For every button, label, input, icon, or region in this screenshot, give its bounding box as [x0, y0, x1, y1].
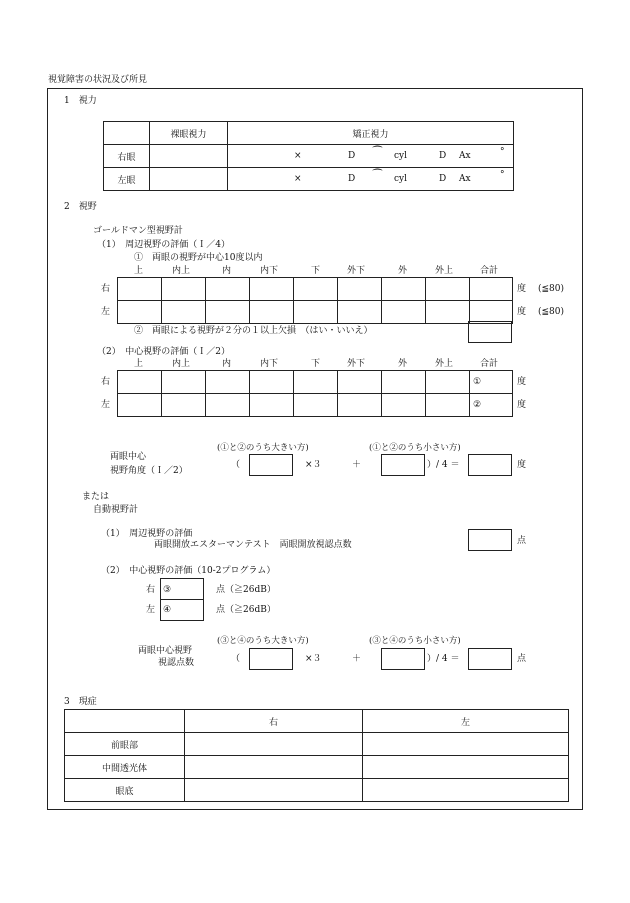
deg-unit: 度 — [517, 377, 527, 387]
peripheral-row-left — [118, 301, 513, 324]
row-label-right: 右 — [146, 585, 156, 595]
cell[interactable] — [206, 394, 250, 417]
binocular-central-field-label: 両眼中心視野 — [138, 646, 193, 656]
total-cell-2[interactable]: ② — [470, 394, 513, 417]
deg-unit: 度 — [517, 400, 527, 410]
row-label-left: 左 — [101, 307, 111, 317]
times-3: ×３ — [305, 460, 322, 470]
half-loss-box[interactable] — [468, 321, 512, 343]
binocular-central-label: 両眼中心 — [110, 452, 147, 462]
min-12-label: (①と②のうち小さい方) — [369, 443, 461, 453]
cell[interactable] — [294, 371, 338, 394]
min-34-label: (③と④のうち小さい方) — [369, 636, 461, 646]
open-paren: （ — [231, 460, 241, 470]
acuity-header-row — [104, 122, 514, 145]
angle-result-box[interactable] — [468, 454, 512, 476]
cell[interactable] — [162, 394, 206, 417]
le80-note: (≦80) — [538, 284, 565, 294]
cell[interactable] — [162, 371, 206, 394]
central-eval-title: （2） 中心視野の評価（Ｉ／2） — [97, 347, 230, 357]
dir-header-1: 内上 — [172, 359, 191, 369]
pt-unit: 点 — [517, 536, 527, 546]
max-12-box[interactable] — [249, 454, 293, 476]
cell[interactable] — [426, 301, 470, 324]
acuity-row-label: 右眼 — [104, 145, 150, 168]
cell[interactable] — [426, 371, 470, 394]
cell[interactable] — [338, 371, 382, 394]
max-12-label: (①と②のうち大きい方) — [217, 443, 309, 453]
ge26-note: 点（≧26dB） — [216, 585, 276, 595]
findings-table — [64, 709, 569, 802]
form-frame — [47, 88, 583, 810]
cell[interactable] — [382, 301, 426, 324]
dir-header-3: 内下 — [260, 266, 279, 276]
cell[interactable] — [250, 278, 294, 301]
dir-header-7: 外上 — [435, 359, 454, 369]
findings-right-header: 右 — [185, 710, 363, 733]
divide-4: ）/ 4 ＝ — [427, 460, 460, 470]
dir-header-7: 外上 — [435, 266, 454, 276]
section-2-title: 2 視野 — [64, 202, 97, 212]
ge26-note: 点（≧26dB） — [216, 605, 276, 615]
max-34-label: (③と④のうち大きい方) — [217, 636, 309, 646]
findings-row — [65, 779, 569, 802]
acuity-corner-cell — [104, 122, 150, 145]
pt-unit: 点 — [517, 654, 527, 664]
cell[interactable] — [250, 371, 294, 394]
cell[interactable] — [294, 278, 338, 301]
cell[interactable] — [118, 278, 162, 301]
cell[interactable] — [118, 301, 162, 324]
divide-4: ）/ 4 ＝ — [427, 654, 460, 664]
findings-cell[interactable] — [363, 733, 569, 756]
findings-header-row — [65, 710, 569, 733]
visual-acuity-table — [103, 121, 514, 191]
row-label-right: 右 — [101, 284, 111, 294]
form-title: 視覚障害の状況及び所見 — [48, 75, 148, 85]
dir-header-6: 外 — [398, 359, 408, 369]
dir-header-3: 内下 — [260, 359, 279, 369]
deg-unit: 度 — [517, 307, 527, 317]
dir-header-0: 上 — [134, 266, 144, 276]
naked-vision-left[interactable] — [150, 168, 228, 191]
plus-sign: ＋ — [352, 460, 362, 470]
acuity-row-left — [104, 168, 514, 191]
open-paren: （ — [231, 654, 241, 664]
naked-vision-right[interactable] — [150, 145, 228, 168]
findings-left-header: 左 — [363, 710, 569, 733]
cell[interactable] — [382, 394, 426, 417]
cell[interactable] — [206, 301, 250, 324]
dir-header-2: 内 — [222, 266, 232, 276]
dir-header-4: 下 — [311, 266, 321, 276]
auto-central-title: （2） 中心視野の評価（10-2プログラム） — [101, 566, 276, 576]
recognized-points-label: 視認点数 — [158, 658, 195, 668]
findings-row — [65, 756, 569, 779]
row-label-right: 右 — [101, 377, 111, 387]
dir-header-6: 外 — [398, 266, 408, 276]
findings-corner-cell — [65, 710, 185, 733]
cell[interactable] — [426, 278, 470, 301]
visual-angle-label: 視野角度（Ｉ／2） — [110, 466, 188, 476]
peripheral-row-right — [118, 278, 513, 301]
corrected-vision-right[interactable]: × D ⁀ cyl D Ax ° — [228, 145, 514, 168]
cell[interactable] — [294, 301, 338, 324]
fundus-label: 眼底 — [65, 779, 185, 802]
half-loss-label: ② 両眼による視野が２分の１以上欠損 （はい・いいえ） — [134, 326, 373, 336]
dir-header-4: 下 — [311, 359, 321, 369]
total-header: 合計 — [480, 359, 499, 369]
cell[interactable] — [382, 278, 426, 301]
cell[interactable] — [382, 371, 426, 394]
peripheral-eval-title: （1） 周辺視野の評価（Ｉ／4） — [97, 240, 230, 250]
cell[interactable] — [294, 394, 338, 417]
mark-3: ③ — [163, 585, 172, 595]
cell[interactable] — [250, 301, 294, 324]
central-row-left — [118, 394, 513, 417]
findings-cell[interactable] — [363, 756, 569, 779]
findings-row — [65, 733, 569, 756]
cell[interactable] — [162, 278, 206, 301]
cell[interactable] — [162, 301, 206, 324]
auto-peripheral-title: （1） 周辺視野の評価 — [101, 529, 193, 539]
times-3: ×３ — [305, 654, 322, 664]
findings-cell[interactable] — [185, 779, 363, 802]
row-label-left: 左 — [146, 605, 156, 615]
findings-cell[interactable] — [185, 756, 363, 779]
cell[interactable] — [206, 278, 250, 301]
acuity-row-label: 左眼 — [104, 168, 150, 191]
section-1-title: 1 視力 — [64, 96, 97, 106]
cell[interactable] — [426, 394, 470, 417]
section-3-title: 3 現症 — [64, 697, 97, 707]
total-cell-right[interactable] — [470, 278, 513, 301]
deg-unit: 度 — [517, 284, 527, 294]
naked-vision-header: 裸眼視力 — [150, 122, 228, 145]
findings-cell[interactable] — [363, 779, 569, 802]
deg-unit: 度 — [517, 460, 527, 470]
cell[interactable] — [206, 371, 250, 394]
esterman-score-box[interactable] — [468, 529, 512, 551]
total-cell-1[interactable]: ① — [470, 371, 513, 394]
max-34-box[interactable] — [249, 648, 293, 670]
plus-sign: ＋ — [352, 654, 362, 664]
dir-header-5: 外下 — [347, 359, 366, 369]
points-result-box[interactable] — [468, 648, 512, 670]
cell[interactable] — [338, 278, 382, 301]
corrected-vision-header: 矯正視力 — [228, 122, 514, 145]
or-label: または — [82, 492, 110, 502]
within-10deg-label: ① 両眼の視野が中心10度以内 — [134, 253, 263, 263]
cell[interactable] — [338, 301, 382, 324]
total-header: 合計 — [480, 266, 499, 276]
cell[interactable] — [338, 394, 382, 417]
min-12-box[interactable] — [381, 454, 425, 476]
central-field-table — [117, 370, 513, 417]
findings-cell[interactable] — [185, 733, 363, 756]
cell[interactable] — [118, 371, 162, 394]
dir-header-5: 外下 — [347, 266, 366, 276]
goldmann-label: ゴールドマン型視野計 — [93, 226, 183, 236]
media-label: 中間透光体 — [65, 756, 185, 779]
acuity-row-right — [104, 145, 514, 168]
corrected-vision-left[interactable]: × D ⁀ cyl D Ax ° — [228, 168, 514, 191]
central-row-right — [118, 371, 513, 394]
peripheral-field-table — [117, 277, 513, 324]
le80-note: (≦80) — [538, 307, 565, 317]
dir-header-2: 内 — [222, 359, 232, 369]
dir-header-0: 上 — [134, 359, 144, 369]
mark-4: ④ — [163, 605, 172, 615]
dir-header-1: 内上 — [172, 266, 191, 276]
anterior-segment-label: 前眼部 — [65, 733, 185, 756]
min-34-box[interactable] — [381, 648, 425, 670]
auto-perimeter-label: 自動視野計 — [93, 505, 139, 515]
cell[interactable] — [118, 394, 162, 417]
cell[interactable] — [250, 394, 294, 417]
row-label-left: 左 — [101, 400, 111, 410]
esterman-label: 両眼開放エスターマンテスト 両眼開放視認点数 — [154, 540, 352, 550]
